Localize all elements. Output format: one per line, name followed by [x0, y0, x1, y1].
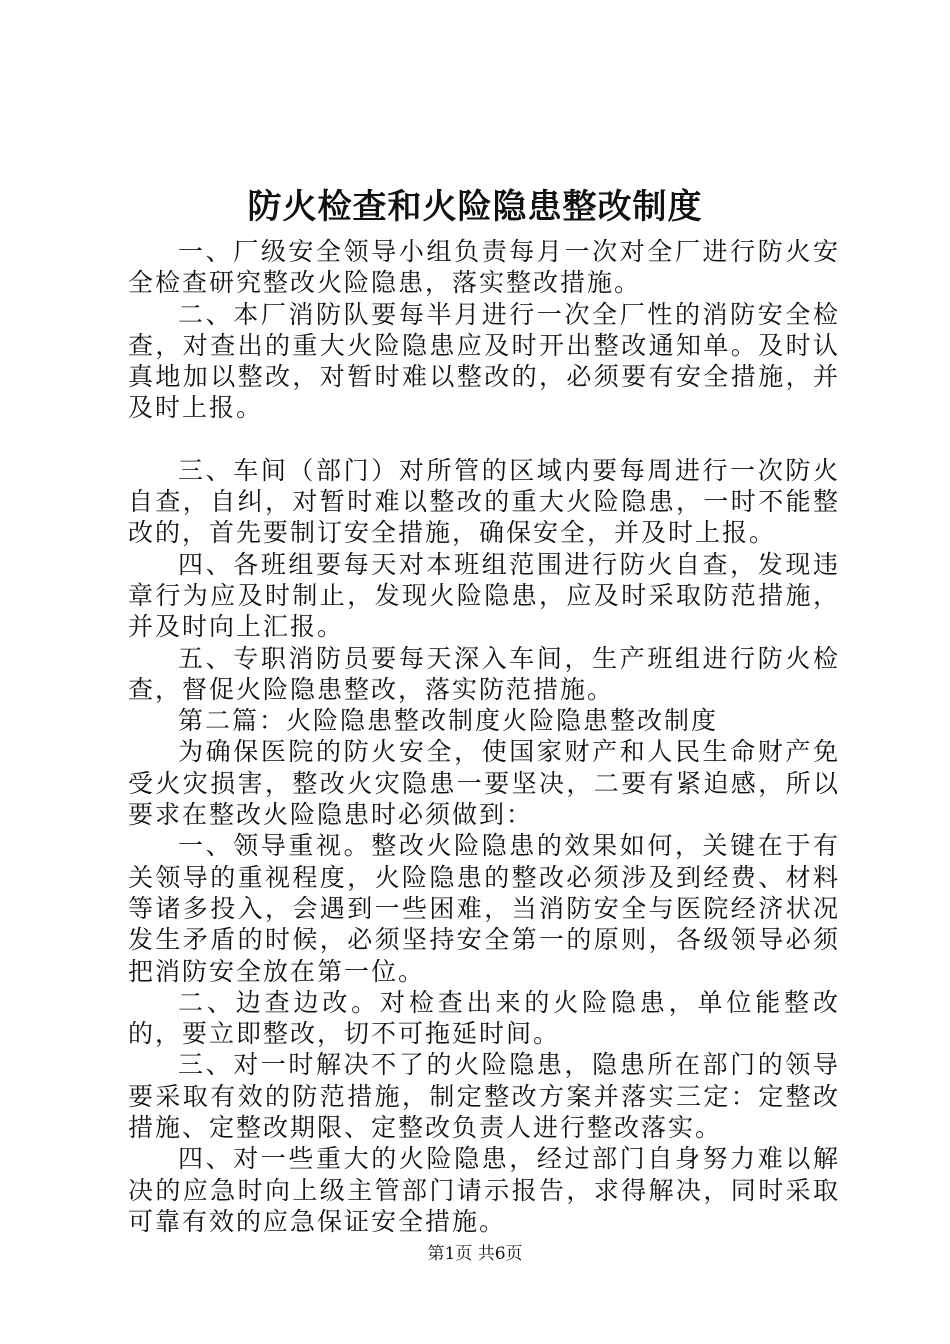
paragraph-intro: 为确保医院的防火安全，使国家财产和人民生命财产免受火灾损害，整改火灾隐患一要坚决，二要有紧迫感，所以要求在整改火险隐患时必须做到：: [128, 737, 840, 830]
section-heading-part-two: 第二篇：火险隐患整改制度火险隐患整改制度: [178, 706, 719, 736]
paragraph-item-1: 一、领导重视。整改火险隐患的效果如何，关键在于有关领导的重视程度，火险隐患的整改必须涉及到经费、材料等诸多投入，会遇到一些困难，当消防安全与医院经济状况发生矛盾的时候，必须坚持安全第一的原则，各级领导必须把消防安全放在第一位。: [128, 831, 840, 986]
paragraph-item-3: 三、对一时解决不了的火险隐患，隐患所在部门的领导要采取有效的防范措施，制定整改方案并落实三定：定整改措施、定整改期限、定整改负责人进行整改落实。: [128, 1050, 840, 1143]
paragraph-2: 二、本厂消防队要每半月进行一次全厂性的消防安全检查，对查出的重大火险隐患应及时开出整改通知单。及时认真地加以整改，对暂时难以整改的，必须要有安全措施，并及时上报。: [128, 299, 840, 423]
paragraph-1: 一、厂级安全领导小组负责每月一次对全厂进行防火安全检查研究整改火险隐患，落实整改措施。: [128, 237, 840, 298]
paragraph-item-4: 四、对一些重大的火险隐患，经过部门自身努力难以解决的应急时向上级主管部门请示报告，求得解决，同时采取可靠有效的应急保证安全措施。: [128, 1144, 840, 1236]
document-body: [128, 236, 840, 1237]
page-footer: 第1页 共6页: [427, 1244, 523, 1264]
document-title: 防火检查和火险隐患整改制度: [247, 187, 703, 227]
paragraph-4: 四、各班组要每天对本班组范围进行防火自查，发现违章行为应及时制止，发现火险隐患，应及时采取防范措施，并及时向上汇报。: [128, 549, 840, 642]
paragraph-5: 五、专职消防员要每天深入车间，生产班组进行防火检查，督促火险隐患整改，落实防范措施。: [128, 643, 840, 704]
paragraph-item-2: 二、边查边改。对检查出来的火险隐患，单位能整改的，要立即整改，切不可拖延时间。: [128, 987, 840, 1049]
paragraph-3: 三、车间（部门）对所管的区域内要每周进行一次防火自查，自纠，对暂时难以整改的重大火险隐患，一时不能整改的，首先要制订安全措施，确保安全，并及时上报。: [128, 455, 840, 548]
